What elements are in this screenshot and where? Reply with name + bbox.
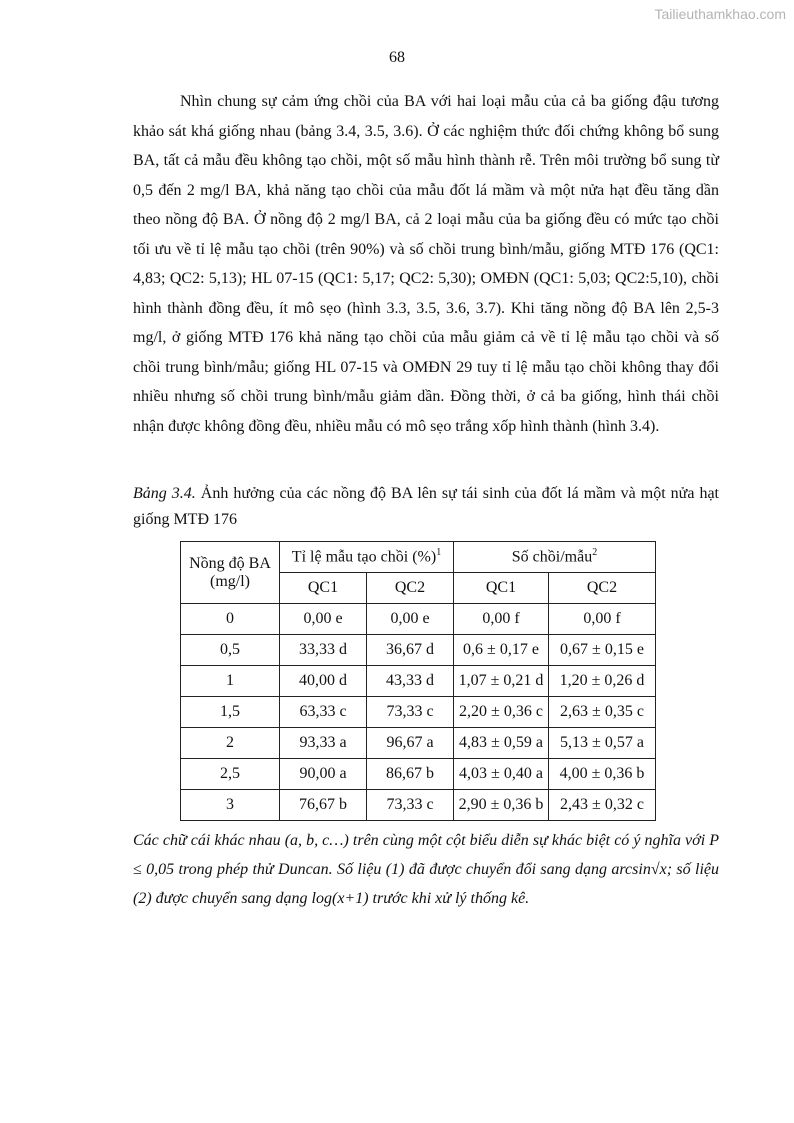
table-cell: 4,00 ± 0,36 b [549, 759, 656, 790]
table-cell: 4,83 ± 0,59 a [454, 728, 549, 759]
table-cell: 0,00 f [454, 604, 549, 635]
table-cell: 3 [181, 790, 280, 821]
table-cell: 1,5 [181, 697, 280, 728]
header-shoot-ratio [280, 542, 454, 573]
table-cell: 0,00 e [367, 604, 454, 635]
table-cell: 0,67 ± 0,15 e [549, 635, 656, 666]
table-cell: 96,67 a [367, 728, 454, 759]
table-caption-text: Ảnh hưởng của các nồng độ BA lên sự tái sinh của đốt lá mầm và một nửa hạt giống MTĐ 176 [133, 485, 719, 528]
header-shoots-per-sample-sup: 2 [592, 547, 598, 559]
table-cell: 63,33 c [280, 697, 367, 728]
subheader-ratio-qc1: QC1 [280, 573, 367, 604]
table-cell: 73,33 c [367, 697, 454, 728]
table-cell: 86,67 b [367, 759, 454, 790]
header-shoots-per-sample-label: Số chồi/mẫu [511, 548, 593, 566]
table-cell: 2,90 ± 0,36 b [454, 790, 549, 821]
table-row [181, 728, 656, 759]
table-cell: 4,03 ± 0,40 a [454, 759, 549, 790]
header-shoots-per-sample [454, 542, 656, 573]
table-row [181, 666, 656, 697]
table-cell: 76,67 b [280, 790, 367, 821]
subheader-ratio-qc2: QC2 [367, 573, 454, 604]
table-cell: 90,00 a [280, 759, 367, 790]
table-cell: 0,00 f [549, 604, 656, 635]
table-row [181, 790, 656, 821]
subheader-shoots-qc1: QC1 [454, 573, 549, 604]
table-caption [133, 481, 719, 533]
subheader-shoots-qc2: QC2 [549, 573, 656, 604]
table-caption-label: Bảng 3.4. [133, 485, 196, 502]
table-footnote: Các chữ cái khác nhau (a, b, c…) trên cùng một cột biểu diễn sự khác biệt có ý nghĩa với P ≤ 0,05 trong phép thử Duncan. Số liệu (1) đã được chuyển đổi sang dạng arcsin√x; số liệu (2) được chuyển sang dạng log(x+1) trước khi xử lý thống kê. [133, 832, 719, 907]
table-cell: 5,13 ± 0,57 a [549, 728, 656, 759]
header-shoot-ratio-label: Tỉ lệ mẫu tạo chồi (%) [291, 548, 437, 566]
table-header-row [181, 542, 656, 573]
table-cell: 2,63 ± 0,35 c [549, 697, 656, 728]
table-cell: 43,33 d [367, 666, 454, 697]
table-cell: 73,33 c [367, 790, 454, 821]
watermark: Tailieuthamkhao.com [654, 6, 786, 22]
page-number: 68 [389, 49, 405, 66]
table-cell: 0 [181, 604, 280, 635]
table-cell: 2,43 ± 0,32 c [549, 790, 656, 821]
table-cell: 33,33 d [280, 635, 367, 666]
header-ba-concentration: Nồng độ BA (mg/l) [181, 542, 280, 604]
table-cell: 1,07 ± 0,21 d [454, 666, 549, 697]
table-row [181, 635, 656, 666]
table-cell: 40,00 d [280, 666, 367, 697]
table-cell: 2,5 [181, 759, 280, 790]
table-cell: 36,67 d [367, 635, 454, 666]
table-row [181, 697, 656, 728]
table-cell: 2 [181, 728, 280, 759]
data-table [180, 541, 656, 821]
table-row [181, 604, 656, 635]
table-cell: 0,00 e [280, 604, 367, 635]
table-row [181, 759, 656, 790]
body-paragraph: Nhìn chung sự cảm ứng chồi của BA với hai loại mẫu của cả ba giống đậu tương khảo sát khá giống nhau (bảng 3.4, 3.5, 3.6). Ở các nghiệm thức đối chứng không bổ sung BA, tất cả mẫu đều không tạo chồi, một số mẫu hình thành rễ. Trên môi trường bổ sung từ 0,5 đến 2 mg/l BA, khả năng tạo chồi của mẫu đốt lá mầm và một nửa hạt đều tăng dần theo nồng độ BA. Ở nồng độ 2 mg/l BA, cả 2 loại mẫu của ba giống đều có mức tạo chồi tối ưu về tỉ lệ mẫu tạo chồi (trên 90%) và số chồi trung bình/mẫu, giống MTĐ 176 (QC1: 4,83; QC2: 5,13); HL 07-15 (QC1: 5,17; QC2: 5,30); OMĐN (QC1: 5,03; QC2:5,10), chồi hình thành đồng đều, ít mô sẹo (hình 3.3, 3.5, 3.6, 3.7). Khi tăng nồng độ BA lên 2,5-3 mg/l, ở giống MTĐ 176 khả năng tạo chồi của mẫu giảm cả về tỉ lệ mẫu tạo chồi và số chồi trung bình/mẫu; giống HL 07-15 và OMĐN 29 tuy tỉ lệ mẫu tạo chồi không thay đổi nhiều nhưng số chồi trung bình/mẫu giảm dần. Đồng thời, ở cả ba giống, hình thái chồi nhận được không đồng đều, nhiều mẫu có mô sẹo trắng xốp hình thành (hình 3.4). [133, 93, 719, 435]
table-cell: 0,5 [181, 635, 280, 666]
table-cell: 1 [181, 666, 280, 697]
table-cell: 93,33 a [280, 728, 367, 759]
header-shoot-ratio-sup: 1 [436, 547, 442, 559]
table-cell: 1,20 ± 0,26 d [549, 666, 656, 697]
table-cell: 2,20 ± 0,36 c [454, 697, 549, 728]
table-cell: 0,6 ± 0,17 e [454, 635, 549, 666]
